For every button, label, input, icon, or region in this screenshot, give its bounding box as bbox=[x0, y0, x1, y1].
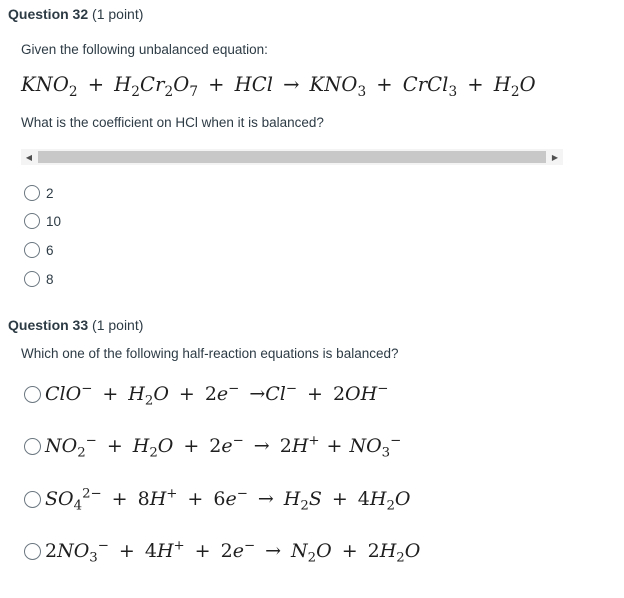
answer-option[interactable] bbox=[24, 486, 411, 514]
answer-option[interactable] bbox=[24, 381, 389, 409]
question-title: Question 32 bbox=[8, 6, 89, 22]
answer-option[interactable] bbox=[24, 212, 61, 230]
answer-option[interactable] bbox=[24, 270, 54, 288]
answer-option[interactable] bbox=[24, 184, 54, 202]
question-points: (1 point) bbox=[92, 317, 144, 333]
horizontal-scrollbar[interactable] bbox=[21, 149, 563, 165]
question-32-prompt: Given the following unbalanced equation: bbox=[21, 42, 268, 57]
half-reaction-equation: $ClO^- + H_2O + 2e^- \to Cl^- + 2OH^-$ bbox=[45, 381, 389, 409]
radio-button[interactable] bbox=[24, 185, 40, 201]
option-label: 8 bbox=[46, 271, 54, 287]
option-label: 6 bbox=[46, 242, 54, 258]
question-title: Question 33 bbox=[8, 317, 89, 333]
radio-button[interactable] bbox=[24, 213, 40, 229]
option-label: 2 bbox=[46, 185, 54, 201]
answer-option[interactable] bbox=[24, 241, 54, 259]
question-33-header bbox=[8, 317, 143, 333]
scroll-left-icon[interactable]: ◀ bbox=[25, 152, 33, 162]
radio-button[interactable] bbox=[24, 386, 41, 403]
question-32-text: What is the coefficient on HCl when it is balanced? bbox=[21, 115, 324, 130]
scroll-right-icon[interactable]: ▶ bbox=[551, 152, 559, 162]
question-33-prompt: Which one of the following half-reaction equations is balanced? bbox=[21, 346, 399, 361]
radio-button[interactable] bbox=[24, 271, 40, 287]
radio-button[interactable] bbox=[24, 491, 41, 508]
radio-button[interactable] bbox=[24, 543, 41, 560]
half-reaction-equation: $SO_4^{2-} + 8H^+ + 6e^- \to H_2S + 4H_2O$ bbox=[45, 486, 411, 514]
option-label: 10 bbox=[46, 213, 62, 229]
scrollbar-thumb[interactable] bbox=[38, 151, 546, 163]
radio-button[interactable] bbox=[24, 438, 41, 455]
radio-button[interactable] bbox=[24, 242, 40, 258]
unbalanced-equation: $KNO_2 + H_2Cr_2O_7$ + HCl → $KNO_3$ + CrCl$_3$ + $H_2O$ bbox=[21, 73, 536, 100]
half-reaction-equation: $NO_2^- + H_2O + 2e^- \to 2H^+ + NO_3^-$ bbox=[45, 433, 402, 461]
half-reaction-equation: $2NO_3^- + 4H^+ + 2e^- \to N_2O + 2H_2O$ bbox=[45, 538, 421, 566]
question-32-header bbox=[8, 6, 143, 22]
answer-option[interactable] bbox=[24, 433, 402, 461]
question-points: (1 point) bbox=[92, 6, 144, 22]
answer-option[interactable] bbox=[24, 538, 421, 566]
